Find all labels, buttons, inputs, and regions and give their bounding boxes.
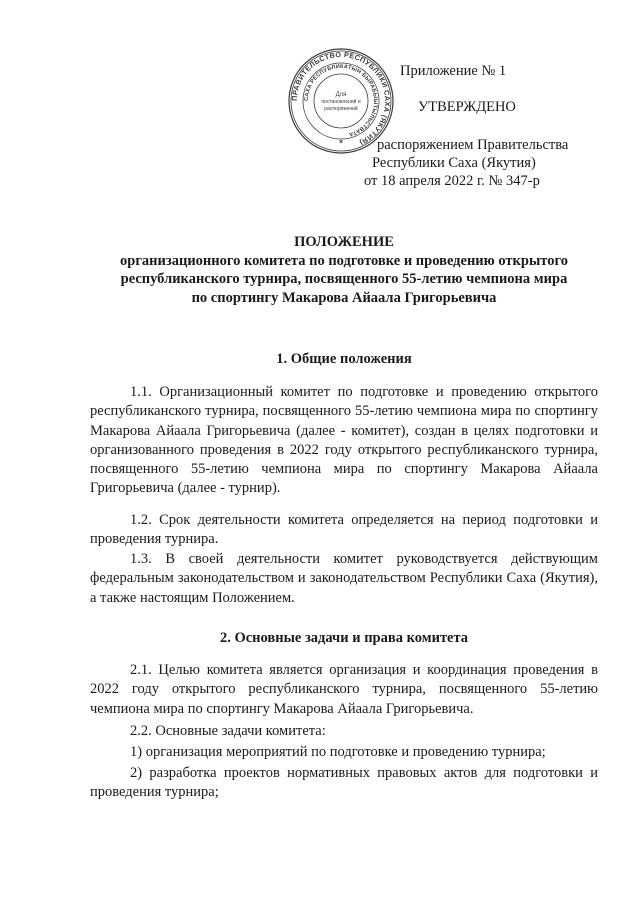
- title-heading: ПОЛОЖЕНИЕ: [294, 234, 394, 250]
- section-1-paragraph-3: 1.3. В своей деятельности комитет руководствуется действующим федеральным законодательством и законодательством Республики Саха (Якутия), а также настоящим Положением.: [90, 551, 598, 606]
- section-2-paragraph-2: 2.2. Основные задачи комитета:: [130, 723, 326, 739]
- appendix-label: Приложение № 1: [400, 63, 507, 79]
- approved-label: УТВЕРЖДЕНО: [418, 99, 516, 115]
- seal-inner-text: САХА РЕСПУБЛИКАТЫН БЫРАБЫЫТЫЛЬСТВАТА: [303, 63, 379, 138]
- order-line-3: от 18 апреля 2022 г. № 347-р: [364, 173, 540, 189]
- section-1-heading: 1. Общие положения: [276, 351, 412, 367]
- title-line-3: по спортингу Макарова Айаала Григорьевича: [191, 289, 497, 306]
- order-line-1: распоряжением Правительства: [377, 137, 569, 153]
- order-line-2: Республики Саха (Якутия): [372, 155, 536, 171]
- svg-text:✶: ✶: [338, 138, 344, 146]
- seal-center-line3: распоряжений: [324, 106, 358, 112]
- document-title: [90, 233, 598, 307]
- section-2-heading: 2. Основные задачи и права комитета: [219, 630, 469, 646]
- seal-center-line1: Для: [335, 92, 347, 98]
- section-1-paragraph-2: 1.2. Срок деятельности комитета определяется на период подготовки и проведения турнира.: [90, 512, 598, 548]
- seal-outer-text: ПРАВИТЕЛЬСТВО РЕСПУБЛИКИ САХА (ЯКУТИЯ): [289, 49, 393, 148]
- section-1-paragraph-1: 1.1. Организационный комитет по подготовке и проведению открытого республиканского турнира, посвященного 55-летию чемпиона мира по спортингу Макарова Айаала Григорьевича (далее - комитет), создан в целях подготовки и организованного проведения в 2022 году открытого республиканского турнира, посвященного 55-летию чемпиона мира по спортингу Макарова Айаала Григорьевича (далее - турнир).: [90, 384, 598, 497]
- section-2-paragraph-3: 1) организация мероприятий по подготовке и проведению турнира;: [130, 744, 546, 760]
- approval-block: [0, 0, 640, 200]
- seal-center-line2: постановлений и: [321, 99, 361, 105]
- title-line-2: республиканского турнира, посвященного 55-летию чемпиона мира: [120, 271, 568, 287]
- title-line-1: организационного комитета по подготовке и проведению открытого: [120, 252, 568, 269]
- section-2-paragraph-4: 2) разработка проектов нормативных правовых актов для подготовки и проведения турнира;: [90, 765, 598, 801]
- section-2-paragraph-1: 2.1. Целью комитета является организация и координация проведения в 2022 году открытого республиканского турнира, посвященного 55-летию чемпиона мира по спортингу Макарова Айаала Григорьевича.: [90, 662, 598, 717]
